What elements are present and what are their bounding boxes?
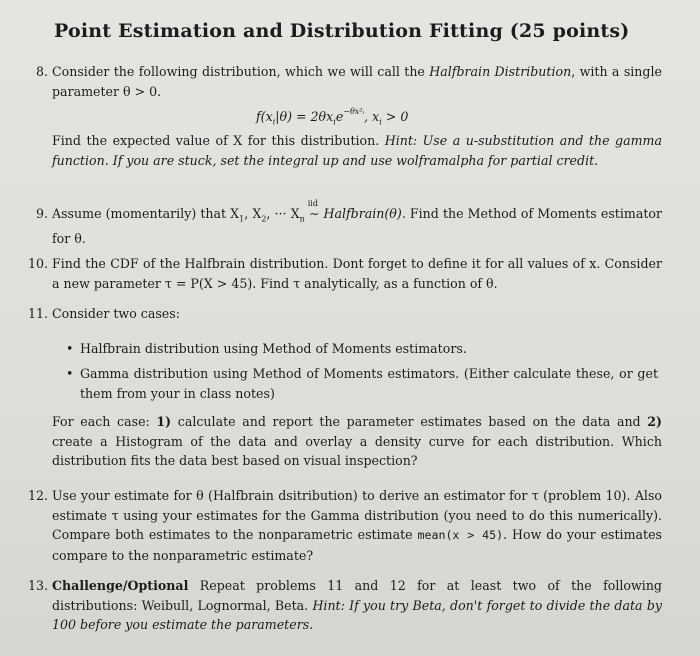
q8-intro-text: Consider the following distribution, which we will call the [52, 64, 430, 79]
q9-c2: , ··· X [266, 206, 300, 221]
q9-text-b: . Find the Method of Moments estimator for θ. [52, 206, 662, 247]
formula-sub3: i [379, 117, 382, 127]
q9-text [52, 199, 662, 249]
q8-dist-name: Halfbrain Distribution [429, 64, 572, 79]
q11-intro: Consider two cases: [52, 306, 180, 321]
q8-formula [256, 102, 408, 132]
q9-iid: iid [307, 199, 318, 208]
q11-number: 11. [27, 306, 48, 321]
q11-bullet-1-text: Halfbrain distribution using Method of Moments estimators. [80, 341, 467, 356]
q12-text [52, 486, 662, 565]
formula-exp: −θx²ᵢ [343, 107, 365, 116]
q12-number: 12. [27, 488, 48, 503]
q8-intro-text-b: , with a single parameter θ > 0. [52, 64, 662, 99]
q13-text-a: Repeat problems 11 and 12 for at least two of the following distributions: Weibull, Lognormal, Beta. [52, 578, 662, 613]
q13-bold: Challenge/Optional [52, 578, 189, 593]
page-title: Point Estimation and Distribution Fitting (25 points) [54, 20, 630, 42]
formula-mid: |θ) = 2θx [275, 109, 334, 124]
q9-dist: Halfbrain(θ) [323, 206, 402, 221]
q12-code: mean(x > 45) [417, 528, 504, 542]
q8-body-text: Find the expected value of X for this distribution. [52, 133, 385, 148]
q9-sub2: 2 [261, 214, 267, 224]
q13-hint: Hint: If you try Beta, don't forget to divide the data by 100 before you estimate the parameters. [52, 597, 662, 632]
q9-text-a: Assume (momentarily) that X [52, 206, 240, 221]
q11-body-a: For each case: [52, 414, 157, 429]
q11-b1: 1) [156, 414, 172, 429]
q8-intro [52, 62, 662, 101]
formula-e: e [335, 109, 344, 124]
q11-body-c: create a Histogram of the data and overlay a density curve for each distribution. Which distribution fits the data best based on visual inspection? [52, 433, 662, 468]
bullet-dot-icon: • [66, 366, 74, 381]
formula-sub2: i [333, 117, 336, 127]
q11-body-b: calculate and report the parameter estimates based on the data and [171, 414, 648, 429]
q8-hint: Hint: Use a u-substitution and the gamma function. If you are stuck, set the integral up and use wolframalpha for partial credit. [52, 133, 662, 168]
q12-text-a: Use your estimate for θ (Halfbrain dsitribution) to derive an estimator for τ (problem 10). Also estimate τ using your estimates for the Gamma distribution (you need to do this numerically). Compare both estimates to the nonparametric estimate [52, 488, 662, 542]
q10-number: 10. [27, 256, 48, 271]
q9-sub1: 1 [239, 214, 245, 224]
q13-number: 13. [27, 578, 48, 593]
q8-number: 8. [35, 64, 48, 79]
bullet-dot-icon: • [66, 341, 74, 356]
q11-bullet-2 [66, 364, 658, 403]
q11-bullet-1 [66, 339, 658, 359]
q11-bullet-2-text: Gamma distribution using Method of Moments estimators. (Either calculate these, or get them from your in class notes) [80, 366, 658, 401]
q9-subn: n [299, 214, 305, 224]
formula-cond: , x [364, 109, 380, 124]
q12-text-b: . How do your estimates compare to the nonparametric estimate? [52, 527, 663, 563]
q13-text [52, 576, 662, 635]
q8-body [52, 131, 662, 170]
formula-sub: i [272, 117, 276, 127]
q9-tilde: ∼ [304, 206, 324, 221]
formula-gt: > 0 [381, 109, 409, 124]
q9-number: 9. [35, 206, 48, 221]
q10-text: Find the CDF of the Halfbrain distribution. Dont forget to define it for all values of x. Consider a new parameter τ = P(X > 45). Find τ analytically, as a function of θ. [52, 256, 662, 291]
q11-body [52, 412, 662, 471]
q9-c1: , X [244, 206, 262, 221]
q11-b2: 2) [647, 414, 662, 429]
formula-lhs: f(x [256, 109, 273, 124]
